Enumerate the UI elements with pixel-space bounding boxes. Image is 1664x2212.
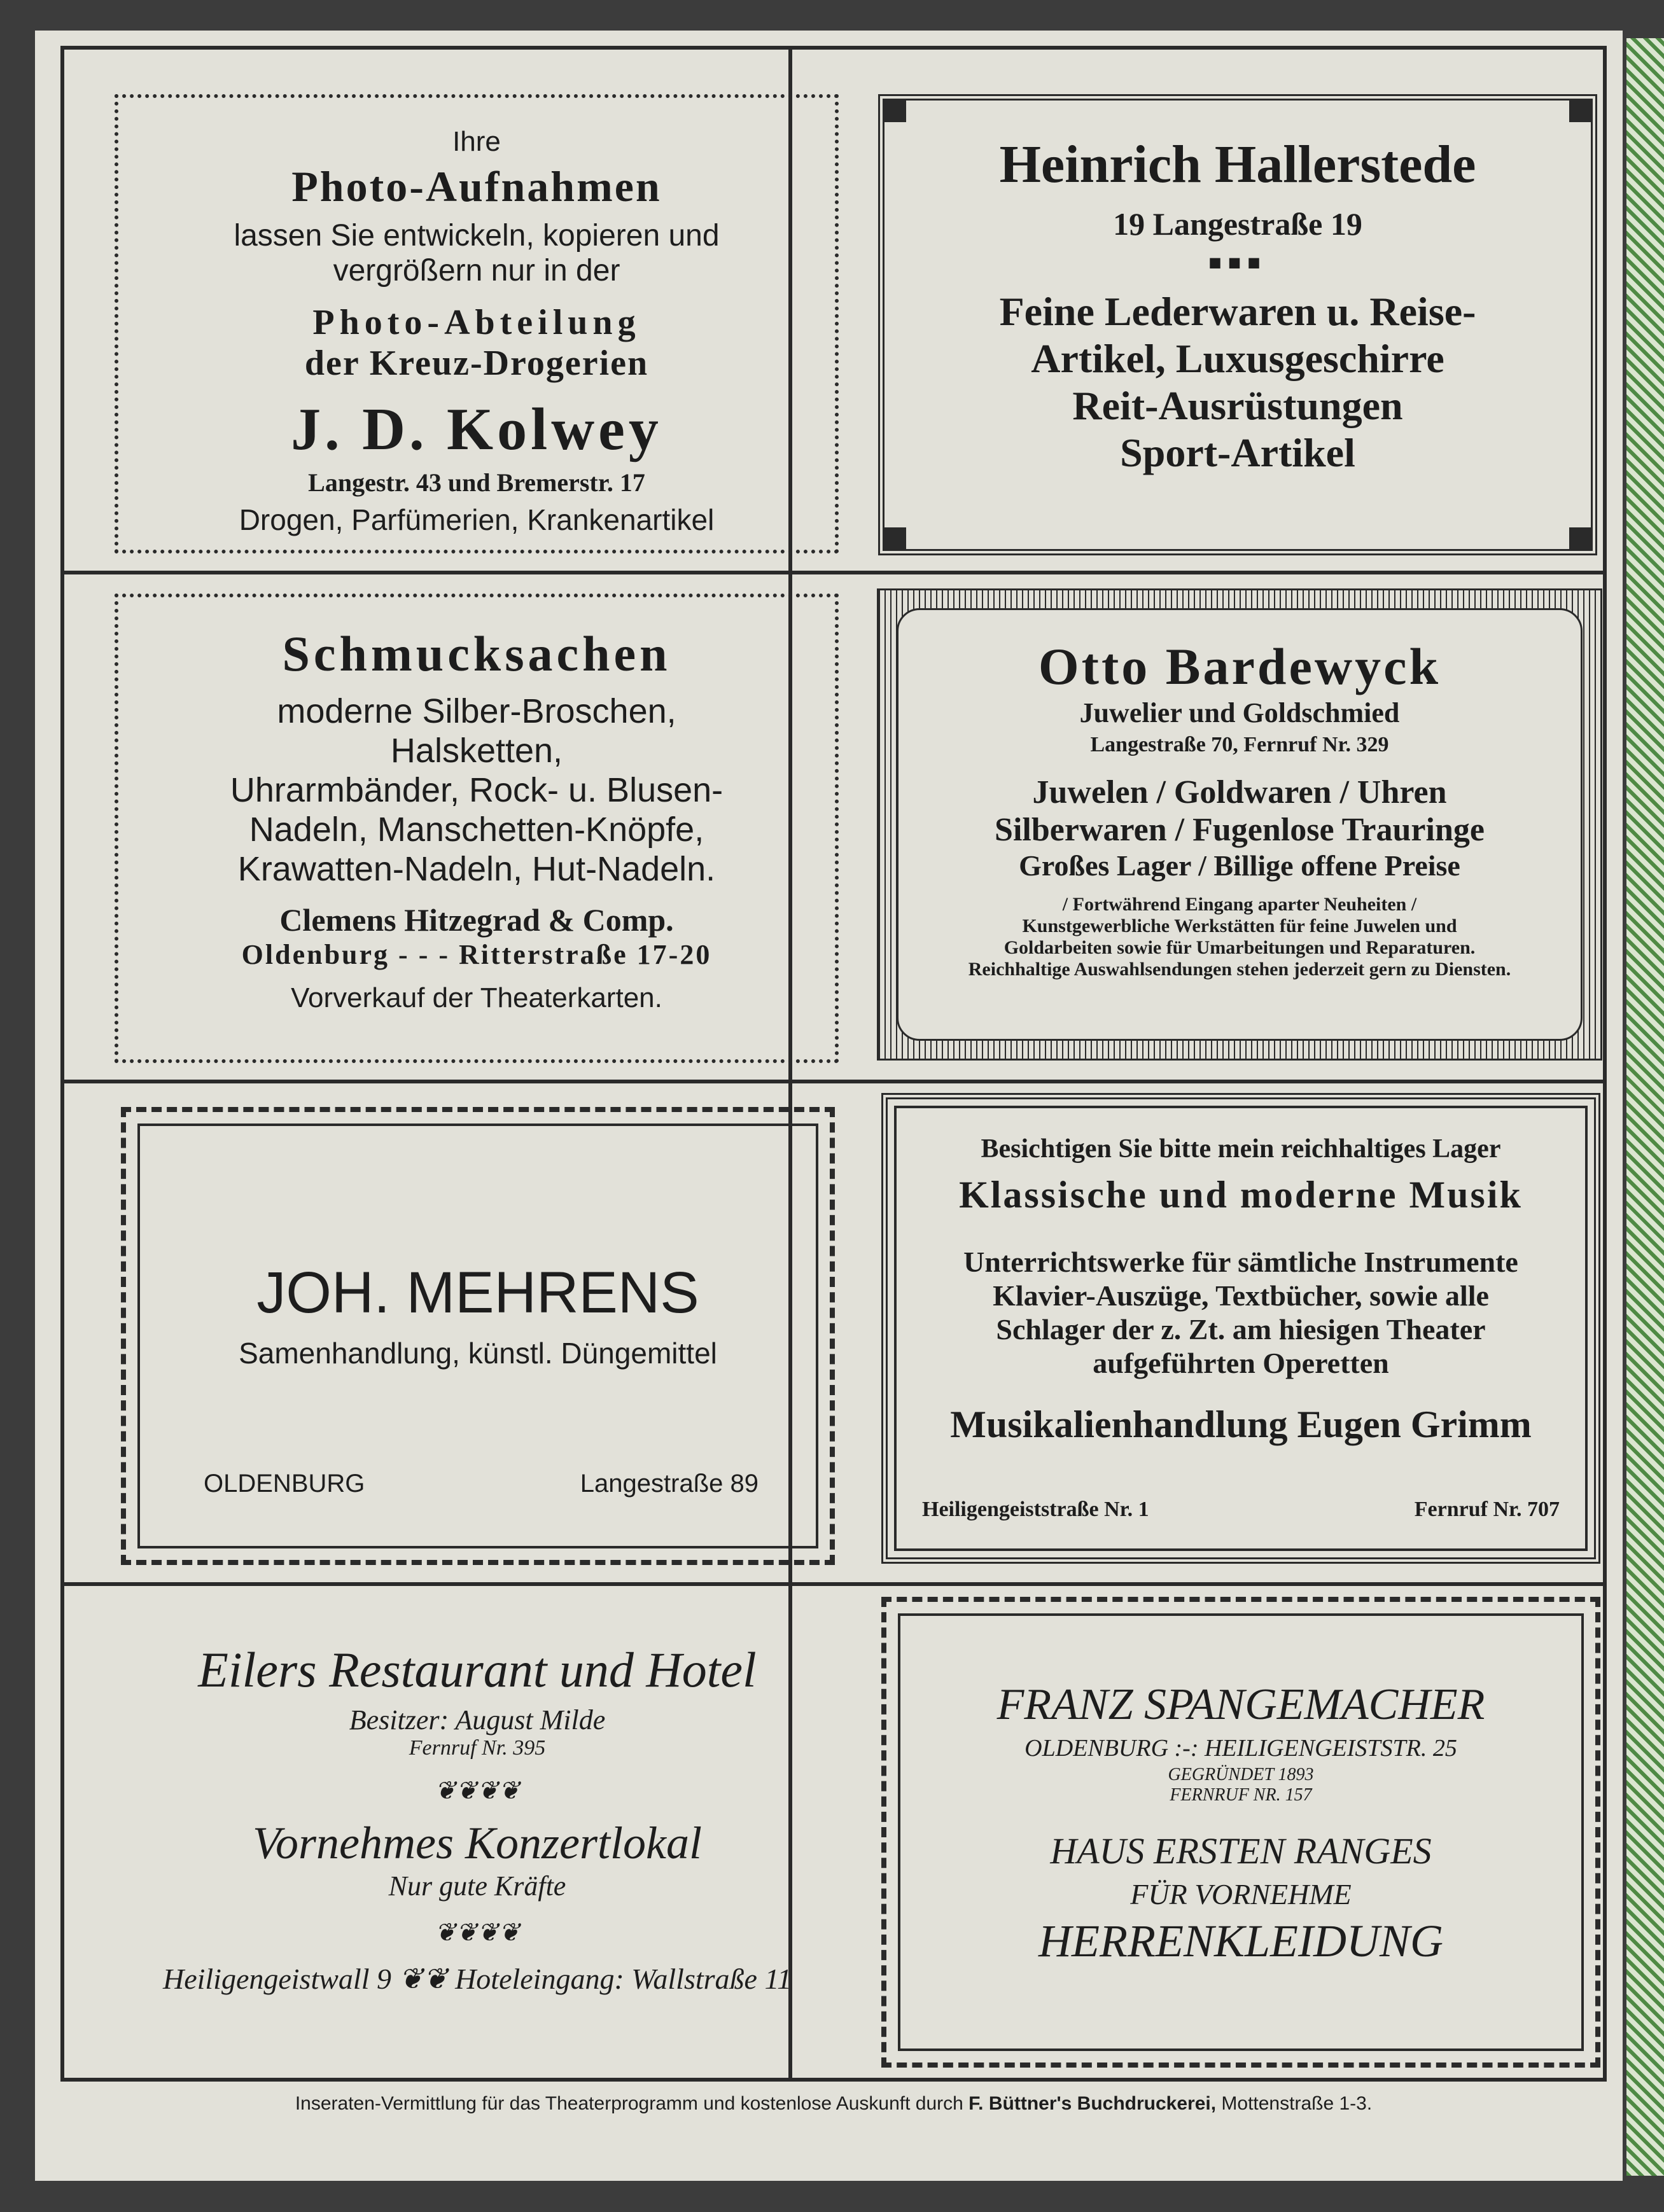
hallerstede-line-5: Artikel, Luxusgeschirre [1031, 336, 1444, 381]
corner-block [1569, 99, 1592, 122]
grimm-phone: Fernruf Nr. 707 [1414, 1498, 1560, 1521]
hitzegrad-line-2: moderne Silber-Broschen, [277, 692, 676, 730]
kolwey-address: Langestr. 43 und Bremerstr. 17 [308, 468, 645, 497]
bardewyck-line-5: Silberwaren / Fugenlose Trauringe [995, 812, 1485, 848]
ad-grimm [881, 1093, 1600, 1564]
spangemacher-line-6: FÜR VORNEHME [1130, 1878, 1352, 1910]
hallerstede-address: 19 Langestraße 19 [1113, 206, 1362, 242]
bardewyck-line-8: Kunstgewerbliche Werkstätten für feine Juwelen und [1022, 915, 1457, 936]
ad-spangemacher [881, 1597, 1600, 2068]
eilers-phone: Fernruf Nr. 395 [409, 1736, 546, 1760]
kolwey-line-3: lassen Sie entwickeln, kopieren und [234, 219, 720, 253]
ad-bardewyck [877, 588, 1602, 1061]
binding-strip [1626, 38, 1664, 2176]
kolwey-line-1: Ihre [452, 126, 501, 157]
bardewyck-panel [897, 608, 1583, 1041]
kolwey-line-4: vergrößern nur in der [333, 254, 620, 288]
kolwey-name: J. D. Kolwey [291, 396, 662, 463]
mehrens-address: Langestraße 89 [580, 1470, 759, 1498]
hallerstede-name: Heinrich Hallerstede [999, 135, 1476, 194]
spangemacher-inner-frame [898, 1613, 1584, 2051]
eilers-ornament-1: ❦❦❦❦ [434, 1776, 521, 1805]
spangemacher-line-7: HERRENKLEIDUNG [1038, 1916, 1443, 1966]
eilers-staff: Nur gute Kräfte [388, 1870, 566, 1902]
spangemacher-founded: GEGRÜNDET 1893 [1168, 1765, 1314, 1784]
grimm-line-1: Besichtigen Sie bitte mein reichhaltiges Lager [981, 1134, 1501, 1164]
hitzegrad-line-5: Nadeln, Manschetten-Knöpfe, [249, 810, 704, 849]
mehrens-name: JOH. MEHRENS [256, 1260, 699, 1325]
hitzegrad-headline: Schmucksachen [282, 626, 671, 681]
ad-hallerstede [878, 94, 1597, 555]
spangemacher-phone: FERNRUF NR. 157 [1170, 1785, 1312, 1805]
corner-block [1569, 527, 1592, 550]
ad-hitzegrad [115, 594, 839, 1063]
kolwey-tagline: Drogen, Parfümerien, Krankenartikel [239, 503, 715, 536]
row-divider-1 [60, 571, 1607, 574]
bardewyck-line-9: Goldarbeiten sowie für Umarbeitungen und Reparaturen. [1003, 937, 1476, 958]
ad-eilers [115, 1603, 840, 2068]
bardewyck-address: Langestraße 70, Fernruf Nr. 329 [1090, 733, 1389, 756]
footer-printer: F. Büttner's Buchdruckerei, [968, 2093, 1217, 2114]
grimm-headline: Klassische und moderne Musik [959, 1174, 1523, 1216]
footer [60, 2093, 1607, 2115]
row-divider-2 [60, 1080, 1607, 1083]
hitzegrad-tickets: Vorverkauf der Theaterkarten. [291, 982, 662, 1013]
grimm-line-6: aufgeführten Operetten [1093, 1347, 1389, 1379]
hitzegrad-line-4: Uhrarmbänder, Rock- u. Blusen- [230, 771, 724, 809]
bardewyck-line-6: Großes Lager / Billige offene Preise [1019, 849, 1460, 882]
footer-address: Mottenstraße 1-3. [1221, 2093, 1373, 2114]
bardewyck-line-4: Juwelen / Goldwaren / Uhren [1032, 774, 1447, 810]
grimm-line-3: Unterrichtswerke für sämtliche Instrumente [963, 1246, 1518, 1278]
kolwey-drogerien: der Kreuz-Drogerien [304, 344, 649, 383]
footer-text: Inseraten-Vermittlung für das Theaterprogramm und kostenlose Auskunft durch [295, 2093, 963, 2114]
hitzegrad-address: Oldenburg - - - Ritterstraße 17-20 [241, 939, 712, 970]
eilers-venue: Vornehmes Konzertlokal [253, 1818, 702, 1868]
grimm-company: Musikalienhandlung Eugen Grimm [950, 1403, 1532, 1445]
hallerstede-line-7: Sport-Artikel [1120, 430, 1355, 475]
ad-kolwey [115, 94, 839, 553]
grimm-inner-frame [894, 1106, 1588, 1551]
corner-block [883, 527, 906, 550]
bardewyck-line-10: Reichhaltige Auswahlsendungen stehen jederzeit gern zu Diensten. [968, 959, 1511, 980]
mehrens-city: OLDENBURG [204, 1470, 365, 1498]
eilers-ornament-2: ❦❦❦❦ [434, 1918, 521, 1947]
spangemacher-line-5: HAUS ERSTEN RANGES [1050, 1830, 1432, 1872]
hitzegrad-line-6: Krawatten-Nadeln, Hut-Nadeln. [237, 850, 716, 888]
mehrens-inner-frame [137, 1123, 818, 1548]
hallerstede-ornament: ■■■ [1208, 251, 1267, 275]
eilers-address: Heiligengeistwall 9 ❦❦ Hoteleingang: Wallstraße 11 [162, 1963, 792, 1995]
hitzegrad-company: Clemens Hitzegrad & Comp. [279, 902, 674, 938]
eilers-name: Eilers Restaurant und Hotel [198, 1642, 757, 1697]
bardewyck-name: Otto Bardewyck [1038, 637, 1441, 695]
row-divider-3 [60, 1582, 1607, 1586]
hallerstede-line-4: Feine Lederwaren u. Reise- [999, 289, 1476, 334]
bardewyck-line-7: / Fortwährend Eingang aparter Neuheiten / [1062, 894, 1417, 915]
spangemacher-name: FRANZ SPANGEMACHER [996, 1680, 1485, 1729]
spangemacher-address: OLDENBURG :-: HEILIGENGEISTSTR. 25 [1024, 1735, 1457, 1762]
grimm-line-5: Schlager der z. Zt. am hiesigen Theater [996, 1313, 1486, 1346]
hallerstede-line-6: Reit-Ausrüstungen [1072, 383, 1403, 428]
ad-mehrens [121, 1107, 835, 1565]
mehrens-business: Samenhandlung, künstl. Düngemittel [239, 1337, 717, 1370]
corner-block [883, 99, 906, 122]
eilers-owner: Besitzer: August Milde [349, 1704, 606, 1736]
kolwey-dept: Photo-Abteilung [312, 303, 641, 342]
bardewyck-profession: Juwelier und Goldschmied [1079, 697, 1400, 728]
grimm-line-4: Klavier-Auszüge, Textbücher, sowie alle [993, 1279, 1489, 1312]
kolwey-headline: Photo-Aufnahmen [291, 162, 662, 211]
grimm-address: Heiligengeiststraße Nr. 1 [922, 1498, 1149, 1521]
hitzegrad-line-3: Halsketten, [390, 732, 563, 770]
